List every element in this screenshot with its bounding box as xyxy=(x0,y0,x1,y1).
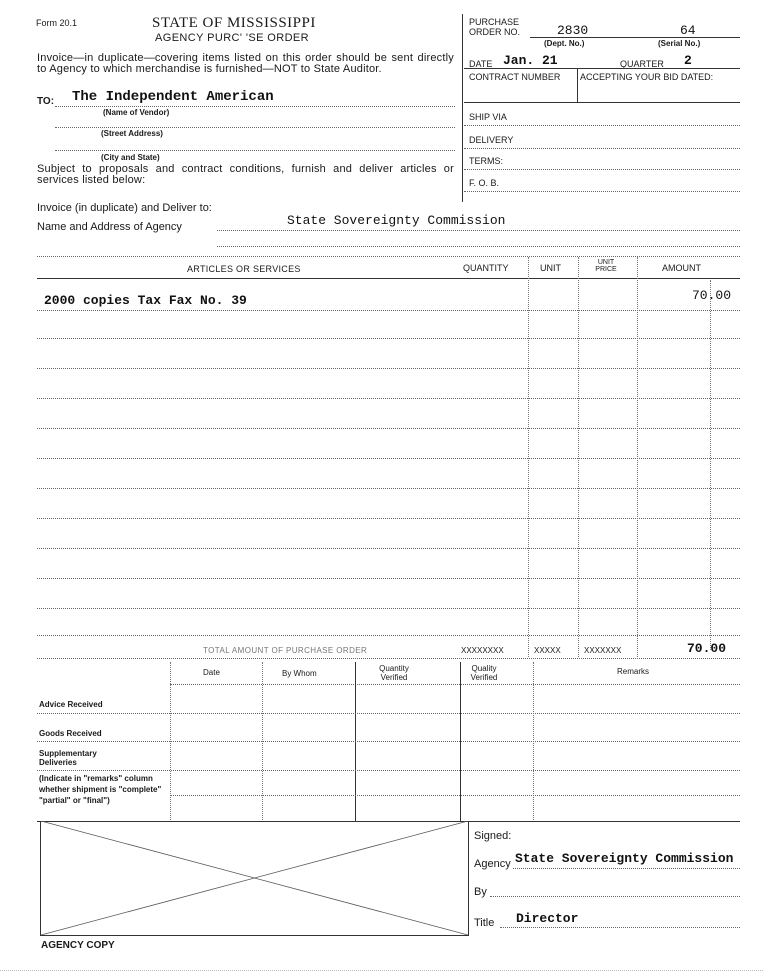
date-value: Jan. 21 xyxy=(503,53,558,68)
page-edge-line xyxy=(0,970,763,971)
signed-label: Signed: xyxy=(474,830,512,842)
receipt-divider xyxy=(533,662,534,822)
items-header-line xyxy=(37,278,740,279)
item-1-article: 2000 copies Tax Fax No. 39 xyxy=(44,293,247,308)
agency-line-3 xyxy=(37,256,740,257)
city-caption: (City and State) xyxy=(101,153,160,162)
date-label: DATE xyxy=(469,59,493,69)
receipt-divider xyxy=(460,662,461,822)
dept-no-value: 2830 xyxy=(557,23,589,38)
item-line xyxy=(37,608,740,609)
serial-no-value: 64 xyxy=(680,23,696,38)
delivery-line xyxy=(464,148,740,149)
deliver-agency-name: State Sovereignty Commission xyxy=(287,213,506,228)
sign-agency-line xyxy=(513,868,740,869)
total-price-mask: XXXXXXX xyxy=(584,646,622,655)
receipt-divider xyxy=(262,662,263,822)
street-caption: (Street Address) xyxy=(101,129,163,138)
col-divider-cents xyxy=(710,280,711,650)
order-no-label: ORDER NO. xyxy=(469,27,521,37)
item-line xyxy=(37,338,740,339)
col-unit: UNIT xyxy=(540,263,561,273)
serial-no-caption: (Serial No.) xyxy=(658,39,701,48)
item-line xyxy=(37,368,740,369)
date-row-line xyxy=(464,68,740,69)
void-cross-icon xyxy=(41,821,468,935)
quarter-value: 2 xyxy=(684,53,692,68)
invoice-deliver-line: Invoice (in duplicate) and Deliver to: xyxy=(37,202,212,214)
terms-line xyxy=(464,169,740,170)
order-no-line xyxy=(530,37,740,38)
sign-agency-value: State Sovereignty Commission xyxy=(515,851,734,866)
col-divider-quantity xyxy=(528,257,529,657)
dept-no-caption: (Dept. No.) xyxy=(544,39,585,48)
receipt-line xyxy=(37,713,740,714)
receipt-divider xyxy=(170,662,171,822)
by-line xyxy=(490,896,740,897)
total-unit-mask: XXXXX xyxy=(534,646,561,655)
item-line xyxy=(37,635,740,636)
col-amount: AMOUNT xyxy=(662,263,701,273)
col-date: Date xyxy=(203,668,220,677)
street-line xyxy=(55,127,455,128)
agency-line-2 xyxy=(217,246,740,247)
title-line xyxy=(500,927,740,928)
receipt-row-indicate: (Indicate in "remarks" column whether shipment is "complete" "partial" or "final") xyxy=(39,774,162,805)
state-title: STATE OF MISSISSIPPI xyxy=(152,15,316,31)
quarter-label: QUARTER xyxy=(620,59,664,69)
purchase-label: PURCHASE xyxy=(469,17,520,27)
city-line xyxy=(55,150,455,151)
receipt-header-line xyxy=(170,684,740,685)
receipt-line xyxy=(37,770,740,771)
agency-copy-label: AGENCY COPY xyxy=(41,940,115,951)
delivery-label: DELIVERY xyxy=(469,135,514,145)
col-by-whom: By Whom xyxy=(282,669,317,678)
sign-agency-label: Agency xyxy=(474,858,511,870)
accepting-bid-label: ACCEPTING YOUR BID DATED: xyxy=(580,72,714,82)
invoice-instructions: Invoice—in duplicate—covering items listed on this order should be sent directly to Agency to which merchandise is furnished—NOT to State Auditor. xyxy=(37,53,454,75)
receipt-line xyxy=(37,741,740,742)
col-divider-price xyxy=(637,257,638,657)
col-remarks: Remarks xyxy=(617,667,650,676)
agency-name-label: Name and Address of Agency xyxy=(37,221,182,233)
by-label: By xyxy=(474,886,487,898)
subject-text: Subject to proposals and contract conditions, furnish and deliver articles or services listed below: xyxy=(37,164,454,186)
form-title: AGENCY PURC' 'SE ORDER xyxy=(155,32,309,44)
receipt-row-goods: Goods Received xyxy=(39,729,102,738)
po-box-left-border xyxy=(462,14,463,202)
item-line xyxy=(37,458,740,459)
receipt-divider xyxy=(355,662,356,822)
vendor-name-line xyxy=(55,106,455,107)
agency-line-1 xyxy=(217,230,740,231)
fob-line xyxy=(464,191,740,192)
receipt-row-supplementary: Supplementary Deliveries xyxy=(39,749,97,767)
contract-divider xyxy=(577,68,578,102)
title-value: Director xyxy=(516,911,579,926)
vendor-name-caption: (Name of Vendor) xyxy=(103,108,170,117)
ship-via-label: SHIP VIA xyxy=(469,112,507,122)
receipt-line xyxy=(170,795,740,796)
receipt-row-advice: Advice Received xyxy=(39,700,103,709)
col-quality-verified: Quality Verified xyxy=(470,664,498,682)
col-quantity-verified: Quantity Verified xyxy=(379,664,409,682)
form-number: Form 20.1 xyxy=(36,18,78,28)
item-line xyxy=(37,398,740,399)
to-label: TO: xyxy=(37,96,55,107)
col-quantity: QUANTITY xyxy=(463,263,509,273)
total-line xyxy=(37,658,740,659)
contract-row-line xyxy=(464,102,740,103)
item-line xyxy=(37,548,740,549)
col-divider-unit xyxy=(578,257,579,657)
fob-label: F. O. B. xyxy=(469,178,500,188)
item-line xyxy=(37,578,740,579)
item-line xyxy=(37,310,740,311)
total-label: TOTAL AMOUNT OF PURCHASE ORDER xyxy=(203,646,368,655)
vendor-name: The Independent American xyxy=(72,89,274,105)
item-line xyxy=(37,518,740,519)
total-amount: 70.00 xyxy=(687,641,727,656)
contract-number-label: CONTRACT NUMBER xyxy=(469,72,561,82)
item-1-amount: 70.00 xyxy=(692,288,732,303)
item-line xyxy=(37,488,740,489)
void-box xyxy=(40,821,469,936)
ship-via-line xyxy=(464,125,740,126)
col-unit-price: UNIT PRICE xyxy=(595,259,617,273)
item-line xyxy=(37,428,740,429)
total-quantity-mask: XXXXXXXX xyxy=(461,646,504,655)
col-articles: ARTICLES OR SERVICES xyxy=(187,264,301,274)
terms-label: TERMS: xyxy=(469,156,504,166)
title-label: Title xyxy=(474,917,495,929)
